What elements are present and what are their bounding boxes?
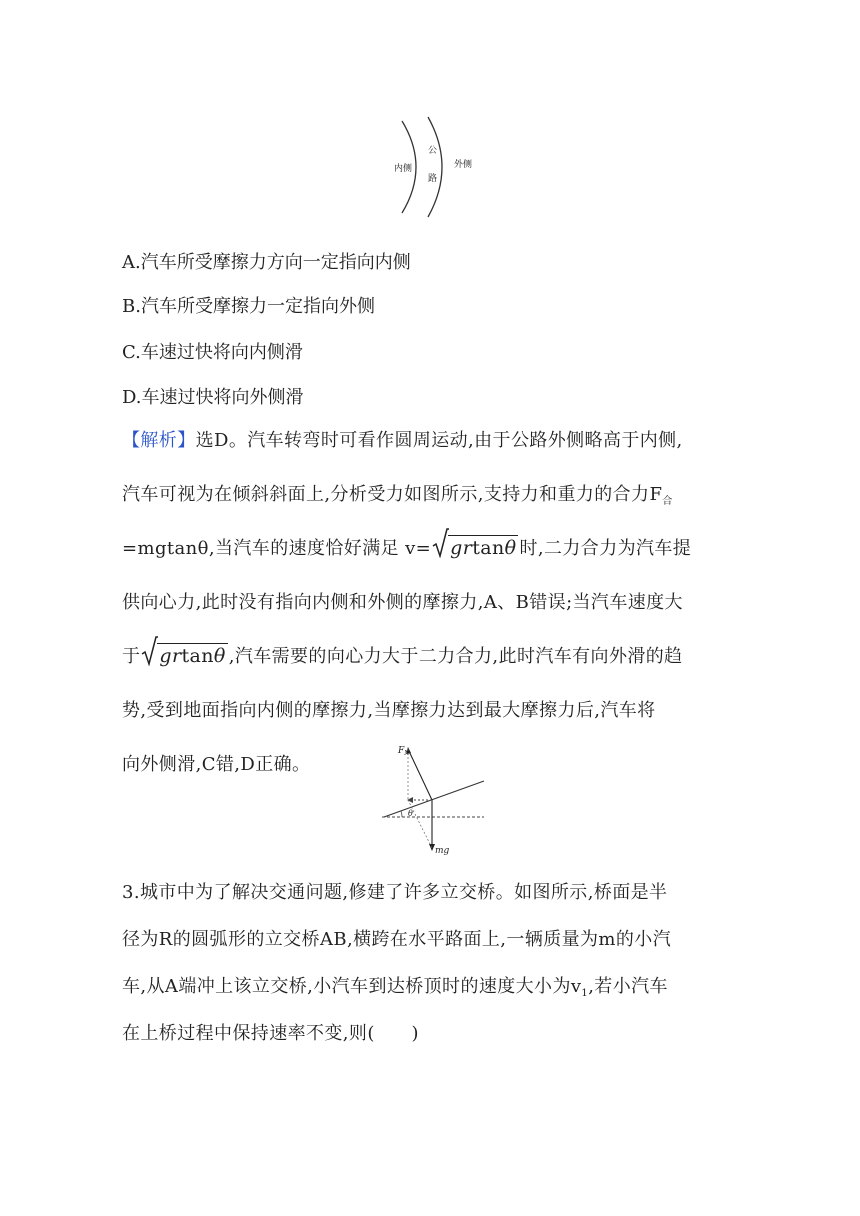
- road-curve-diagram: [392, 115, 482, 219]
- force-diagram-figure: [380, 742, 486, 856]
- sqrt-expression-2: grtanθ: [141, 642, 227, 672]
- option-d: D.车速过快将向外侧滑: [122, 387, 304, 408]
- analysis-line-3: =mgtanθ,当汽车的速度恰好满足 v= grtanθ 时,二力合力为汽车提: [122, 534, 742, 588]
- sqrt-sign-icon: [432, 528, 449, 558]
- road-label-1: 公: [428, 145, 438, 155]
- option-a: A.汽车所受摩擦力方向一定指向内侧: [122, 252, 411, 273]
- analysis-line-2: 汽车可视为在倾斜斜面上,分析受力如图所示,支持力和重力的合力$F_合$: [122, 484, 673, 507]
- option-c: C.车速过快将向内侧滑: [122, 342, 303, 363]
- v1-subscript: 1: [581, 988, 589, 999]
- question-3-line-4: 在上桥过程中保持速率不变,则( ): [122, 1023, 419, 1044]
- question-3-line-1: 3.城市中为了解决交通问题,修建了许多立交桥。如图所示,桥面是半: [122, 882, 668, 903]
- fn-label: $F_N$: [398, 746, 410, 757]
- question-3-line-2: 径为R的圆弧形的立交桥AB,横跨在水平路面上,一辆质量为m的小汽: [122, 929, 672, 950]
- outer-side-label: 外侧: [454, 159, 473, 169]
- question-3-paragraph: [122, 878, 742, 1066]
- f-he-subscript: 合: [662, 496, 673, 507]
- analysis-line-5: 于 grtanθ ,汽车需要的向心力大于二力合力,此时汽车有向外滑的趋: [122, 642, 742, 696]
- analysis-line-6: 势,受到地面指向内侧的摩擦力,当摩擦力达到最大摩擦力后,汽车将: [122, 700, 656, 721]
- mg-label: mg: [435, 846, 450, 856]
- analysis-line-7: 向外侧滑,C错,D正确。: [122, 754, 311, 775]
- option-b: B.汽车所受摩擦力一定指向外侧: [122, 296, 375, 317]
- analysis-line-1: 【解析】选D。汽车转弯时可看作圆周运动,由于公路外侧略高于内侧,: [122, 430, 683, 451]
- analysis-line-4: 供向心力,此时没有指向内侧和外侧的摩擦力,A、B错误;当汽车速度大: [122, 592, 683, 613]
- theta-label: θ: [408, 809, 413, 818]
- sqrt-sign-icon: [141, 636, 158, 666]
- sqrt-expression-1: grtanθ: [432, 534, 518, 564]
- analysis-tag: 【解析】: [122, 430, 196, 451]
- road-curve-figure: [392, 115, 482, 219]
- force-diagram: [380, 742, 486, 856]
- inner-side-label: 内侧: [394, 163, 413, 173]
- question-3-line-3: 车,从A端冲上该立交桥,小汽车到达桥顶时的速度大小为$v_1$,若小汽车: [122, 976, 668, 999]
- road-label-2: 路: [428, 173, 438, 183]
